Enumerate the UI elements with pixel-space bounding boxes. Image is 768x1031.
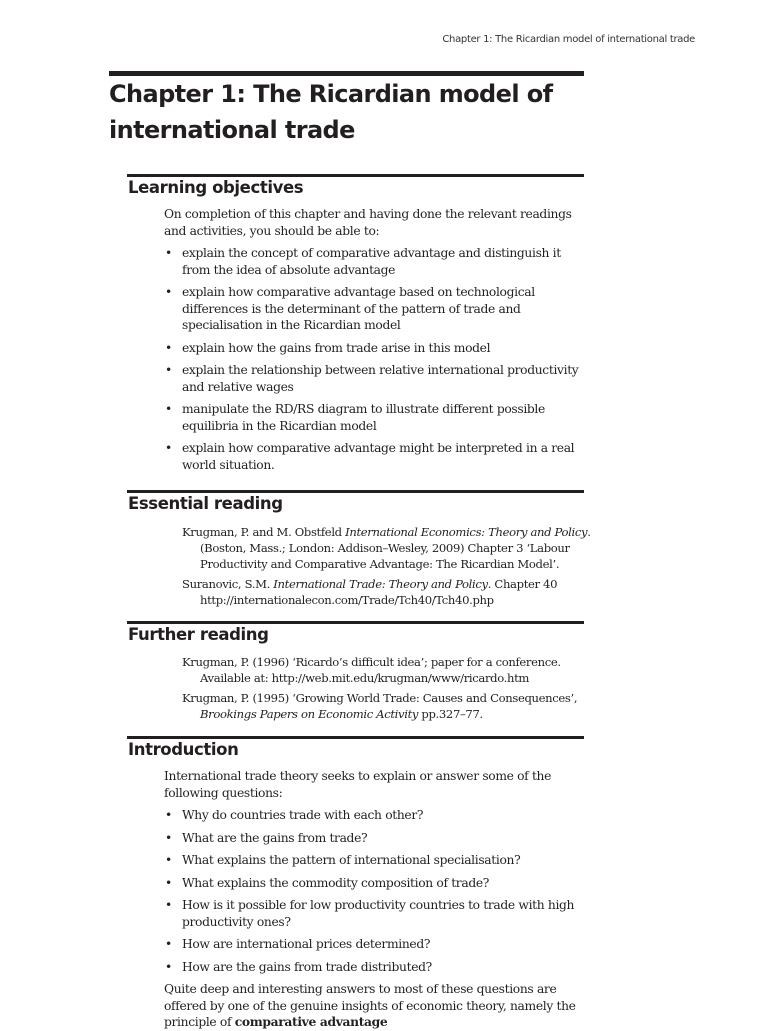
list-item [164, 340, 589, 357]
bullet-icon: • [165, 937, 172, 951]
list-item [164, 897, 589, 930]
reference-text: Krugman, P. and M. Obstfeld [182, 525, 346, 539]
chapter-title-line-1: Chapter 1: The Ricardian model of [109, 80, 553, 108]
chapter-title-line-2: international trade [109, 116, 355, 144]
further-reading-list [182, 654, 592, 726]
bullet-icon: • [165, 363, 172, 377]
reference-item [182, 690, 592, 722]
list-item [164, 245, 589, 278]
list-item-text: What are the gains from trade? [182, 830, 368, 845]
learning-objectives-list [164, 245, 589, 479]
learning-objectives-intro: On completion of this chapter and having done the relevant readings and activities, you should be able to: [164, 207, 572, 238]
list-item-text: What explains the commodity composition of trade? [182, 875, 490, 890]
reference-title: International Trade: Theory and Policy [273, 577, 488, 591]
learning-objectives-heading: Learning objectives [128, 178, 304, 197]
bullet-icon: • [165, 830, 172, 845]
closing-text: Quite deep and interesting answers to most of these questions are offered by one of the genuine insights of economic theory, namely the principle of [164, 982, 576, 1029]
list-item [164, 959, 589, 976]
reference-text: Suranovic, S.M. [182, 577, 274, 591]
list-item [164, 401, 589, 434]
introduction-heading: Introduction [128, 740, 239, 759]
bullet-icon: • [165, 285, 172, 299]
list-item-text: Why do countries trade with each other? [182, 808, 424, 822]
bullet-icon: • [165, 959, 172, 974]
further-reading-heading: Further reading [128, 625, 269, 644]
closing-key-term: comparative advantage [234, 1014, 388, 1029]
reference-title: Brookings Papers on Economic Activity [200, 707, 419, 721]
reference-details: pp.327–77. [418, 707, 483, 721]
list-item [164, 830, 589, 847]
running-head: Chapter 1: The Ricardian model of international trade [442, 34, 695, 45]
list-item [164, 362, 589, 395]
reference-text: Krugman, P. (1995) ‘Growing World Trade: Causes and Consequences’, [182, 691, 578, 705]
list-item [164, 807, 589, 824]
reference-details: . Chapter 40 http://internationalecon.com/Trade/Tch40/Tch40.php [200, 577, 558, 607]
list-item-text: How is it possible for low productivity countries to trade with high productivity ones? [182, 898, 575, 929]
list-item-text: How are international prices determined? [182, 937, 431, 951]
bullet-icon: • [165, 853, 172, 867]
chapter-title [109, 76, 579, 148]
bullet-icon: • [165, 441, 172, 455]
list-item-text: explain how comparative advantage based on technological differences is the determinant of the pattern of trade and specialisation in the Ricardian model [182, 285, 535, 332]
bullet-icon: • [165, 808, 172, 822]
essential-reading-heading: Essential reading [128, 494, 283, 513]
reference-details: . (Boston, Mass.; London: Addison–Wesley, 2009) Chapter 3 ‘Labour Productivity and Comparative Advantage: The Ricardian Model’. [200, 525, 591, 571]
bullet-icon: • [165, 246, 172, 260]
list-item-text: explain how comparative advantage might be interpreted in a real world situation. [182, 441, 575, 472]
essential-reading-list [182, 524, 592, 612]
list-item-text: How are the gains from trade distributed? [182, 959, 432, 974]
list-item-text: What explains the pattern of international specialisation? [182, 853, 521, 867]
list-item [164, 936, 589, 953]
list-item-text: explain the concept of comparative advantage and distinguish it from the idea of absolute advantage [182, 246, 561, 277]
introduction-intro: International trade theory seeks to explain or answer some of the following questions: [164, 769, 552, 800]
list-item-text: explain how the gains from trade arise in this model [182, 340, 491, 355]
list-item-text: explain the relationship between relative international productivity and relative wages [182, 363, 579, 394]
reference-text: Krugman, P. (1996) ‘Ricardo’s difficult idea’; paper for a conference. Available at: http://web.mit.edu/krugman/www/ricardo.htm [182, 655, 561, 685]
list-item [164, 875, 589, 892]
reference-item [182, 576, 592, 608]
bullet-icon: • [165, 340, 172, 355]
reference-item [182, 524, 592, 572]
bullet-icon: • [165, 402, 172, 416]
bullet-icon: • [165, 875, 172, 890]
bullet-icon: • [165, 898, 172, 912]
reference-item [182, 654, 592, 686]
introduction-closing-paragraph [164, 981, 589, 1031]
reference-title: International Economics: Theory and Policy [345, 525, 588, 539]
introduction-questions-list [164, 807, 589, 981]
list-item [164, 852, 589, 869]
list-item [164, 440, 589, 473]
list-item [164, 284, 589, 334]
list-item-text: manipulate the RD/RS diagram to illustrate different possible equilibria in the Ricardian model [182, 402, 545, 433]
